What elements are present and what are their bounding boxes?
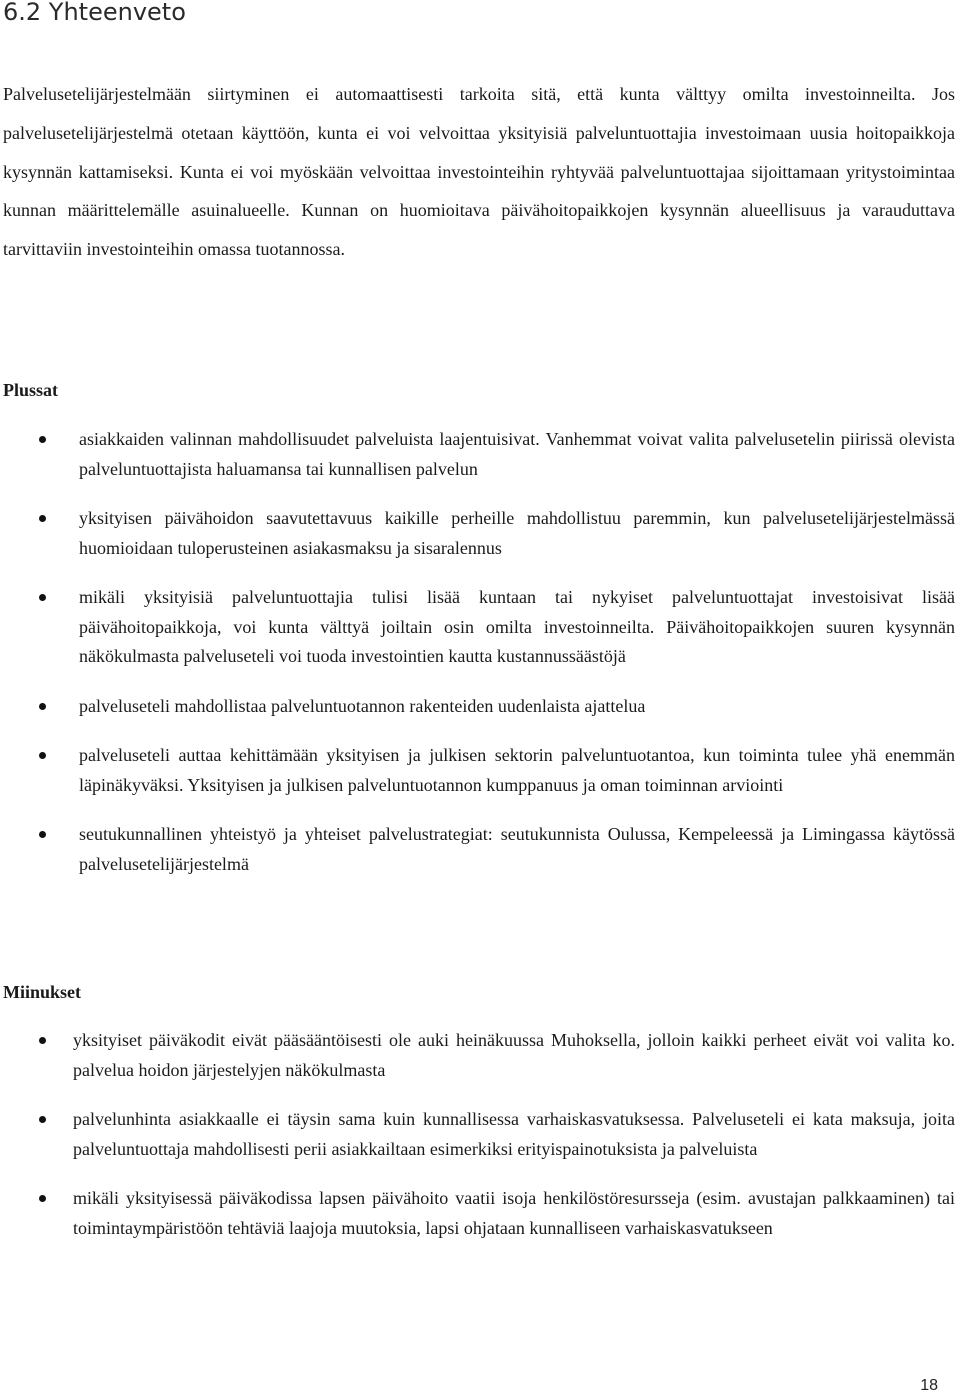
miinukset-list xyxy=(73,1026,955,1243)
list-item-text: palveluseteli auttaa kehittämään yksityisen ja julkisen sektorin palveluntuotantoa, kun toiminta tulee yhä enemmän läpinäkyväksi. Yksityisen ja julkisen palveluntuotannon kumppanuus ja oman toiminnan arviointi xyxy=(79,745,955,795)
list-item-text: palvelunhinta asiakkaalle ei täysin sama kuin kunnallisessa varhaiskasvatuksessa. Palveluseteli ei kata maksuja, joita palveluntuottaja mahdollisesti perii asiakkailtaan esimerkiksi erityispainotuksista ja palveluista xyxy=(73,1109,955,1159)
bullet-icon xyxy=(39,594,46,601)
list-item-text: asiakkaiden valinnan mahdollisuudet palveluista laajentuisivat. Vanhemmat voivat valita palvelusetelin piirissä olevista palveluntuottajista haluamansa tai kunnallisen palvelun xyxy=(79,429,955,479)
list-item-text: mikäli yksityisiä palveluntuottajia tulisi lisää kuntaan tai nykyiset palveluntuottajat investoisivat lisää päivähoitopaikkoja, voi kunta välttyä joiltain osin omilta investoinneilta. Päivähoitopaikkojen suuren kysynnän näkökulmasta palveluseteli voi tuoda investointien kautta kustannussäästöjä xyxy=(79,587,955,666)
bullet-icon xyxy=(39,1116,46,1123)
bullet-icon xyxy=(39,1195,46,1202)
list-item xyxy=(79,741,955,800)
list-item xyxy=(73,1026,955,1085)
list-item-text: yksityisen päivähoidon saavutettavuus kaikille perheille mahdollistuu paremmin, kun palvelusetelijärjestelmässä huomioidaan tuloperusteinen asiakasmaksu ja sisaralennus xyxy=(79,508,955,558)
list-item xyxy=(79,425,955,484)
plussat-list xyxy=(79,425,955,879)
list-item xyxy=(79,820,955,879)
list-item-text: seutukunnallinen yhteistyö ja yhteiset palvelustrategiat: seutukunnista Oulussa, Kempeleessä ja Limingassa käytössä palvelusetelijärjestelmä xyxy=(79,824,955,874)
bullet-icon xyxy=(39,703,46,710)
list-item-text: yksityiset päiväkodit eivät pääsääntöisesti ole auki heinäkuussa Muhoksella, jolloin kaikki perheet eivät voi valita ko. palvelua hoidon järjestelyjen näkökulmasta xyxy=(73,1030,955,1080)
page-number: 18 xyxy=(920,1377,938,1394)
section-heading: 6.2 Yhteenveto xyxy=(3,0,186,26)
list-item xyxy=(79,583,955,672)
list-item xyxy=(73,1184,955,1243)
miinukset-title: Miinukset xyxy=(3,982,82,1002)
bullet-icon xyxy=(39,831,46,838)
bullet-icon xyxy=(39,752,46,759)
bullet-icon xyxy=(39,515,46,522)
list-item xyxy=(79,504,955,563)
plussat-title: Plussat xyxy=(3,380,59,400)
list-item-text: palveluseteli mahdollistaa palveluntuotannon rakenteiden uudenlaista ajattelua xyxy=(79,695,646,716)
bullet-icon xyxy=(39,1037,46,1044)
bullet-icon xyxy=(39,436,46,443)
intro-paragraph: Palvelusetelijärjestelmään siirtyminen ei automaattisesti tarkoita sitä, että kunta välttyy omilta investoinneilta. Jos palvelusetelijärjestelmä otetaan käyttöön, kunta ei voi velvoittaa yksityisiä palveluntuottajia investoimaan uusia hoitopaikkoja kysynnän kattamiseksi. Kunta ei voi myöskään velvoittaa investointeihin ryhtyvää palveluntuottajaa sijoittamaan yritystoimintaa kunnan määrittelemälle asuinalueelle. Kunnan on huomioitava päivähoitopaikkojen kysynnän alueellisuus ja varauduttava tarvittaviin investointeihin omassa tuotannossa. xyxy=(3,84,955,259)
list-item xyxy=(73,1105,955,1164)
list-item xyxy=(79,692,955,722)
list-item-text: mikäli yksityisessä päiväkodissa lapsen päivähoito vaatii isoja henkilöstöresursseja (esim. avustajan palkkaaminen) tai toimintaympäristöön tehtäviä laajoja muutoksia, lapsi ohjataan kunnalliseen varhaiskasvatukseen xyxy=(73,1188,955,1238)
